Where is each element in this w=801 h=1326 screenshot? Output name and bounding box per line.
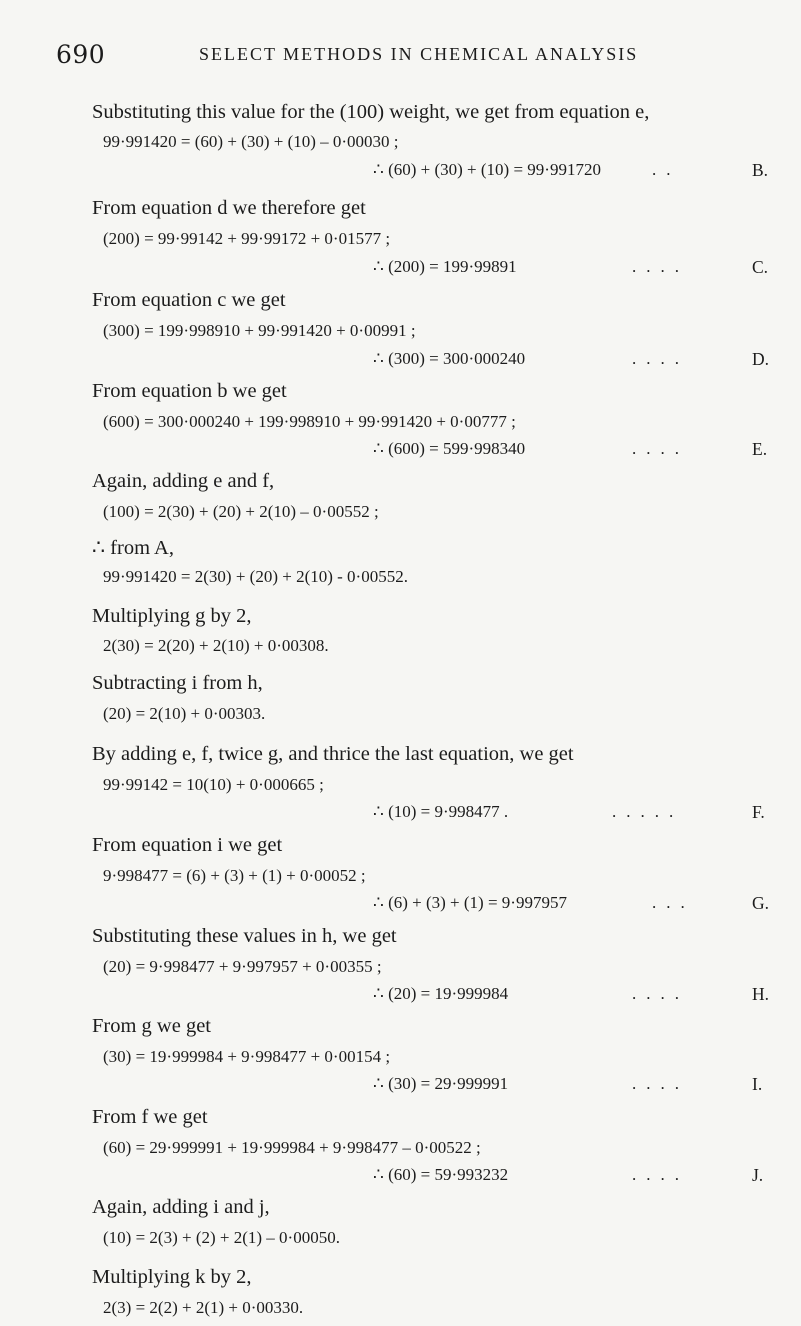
leader-dots: ..... [612,802,684,821]
leader-dots: .. [652,160,681,179]
page-header [0,40,801,80]
equation-line: 2(3) = 2(2) + 2(1) + 0·00330. [103,1298,304,1317]
equation-line: (60) = 29·999991 + 19·999984 + 9·998477 – 0·00522 ; [103,1138,481,1157]
equation-tag: B. [752,160,769,180]
leader-dots: .... [632,349,689,368]
text-line: From equation d we therefore get [92,197,366,219]
leader-dots: .... [632,984,689,1003]
text-line: By adding e, f, twice g, and thrice the last equation, we get [92,743,574,765]
equation-line: (100) = 2(30) + (20) + 2(10) – 0·00552 ; [103,502,379,521]
text-line: From equation b we get [92,380,287,402]
equation-line: (30) = 19·999984 + 9·998477 + 0·00154 ; [103,1047,391,1066]
text-line: Substituting these values in h, we get [92,925,397,947]
leader-dots: .... [632,1074,689,1093]
equation-line: (20) = 2(10) + 0·00303. [103,704,266,723]
text-line: Substituting this value for the (100) weight, we get from equation e, [92,101,650,123]
text-line: Subtracting i from h, [92,672,263,694]
equation-line: (600) = 300·000240 + 199·998910 + 99·991420 + 0·00777 ; [103,412,516,431]
leader-dots: .... [632,439,689,458]
equation-line: 99·991420 = 2(30) + (20) + 2(10) - 0·00552. [103,567,408,586]
leader-dots: .... [632,257,689,276]
equation-line: ∴ (200) = 199·99891 [373,257,517,276]
leader-dots: .... [632,1165,689,1184]
text-line: Again, adding e and f, [92,470,275,492]
leader-dots: ... [652,893,695,912]
equation-line: ∴ (30) = 29·999991 [373,1074,509,1093]
text-line: From equation c we get [92,289,286,311]
text-line: From g we get [92,1015,211,1037]
equation-line: ∴ (300) = 300·000240 [373,349,526,368]
text-line: From equation i we get [92,834,283,856]
text-line: Again, adding i and j, [92,1196,270,1218]
text-line: Multiplying k by 2, [92,1266,252,1288]
text-line: From f we get [92,1106,208,1128]
equation-line: 9·998477 = (6) + (3) + (1) + 0·00052 ; [103,866,366,885]
equation-tag: I. [752,1074,763,1094]
equation-line: (200) = 99·99142 + 99·99172 + 0·01577 ; [103,229,391,248]
equation-line: 2(30) = 2(20) + 2(10) + 0·00308. [103,636,329,655]
text-line: ∴ from A, [92,537,174,559]
running-head: SELECT METHODS IN CHEMICAL ANALYSIS [199,44,639,64]
equation-line: ∴ (600) = 599·998340 [373,439,526,458]
equation-tag: G. [752,893,770,913]
equation-line: (300) = 199·998910 + 99·991420 + 0·00991 ; [103,321,416,340]
equation-tag: J. [752,1165,764,1185]
equation-line: (20) = 9·998477 + 9·997957 + 0·00355 ; [103,957,382,976]
equation-tag: D. [752,349,770,369]
equation-line: ∴ (10) = 9·998477 . [373,802,509,821]
equation-line: (10) = 2(3) + (2) + 2(1) – 0·00050. [103,1228,340,1247]
equation-line: ∴ (6) + (3) + (1) = 9·997957 [373,893,567,912]
equation-line: ∴ (20) = 19·999984 [373,984,509,1003]
equation-tag: H. [752,984,770,1004]
equation-tag: C. [752,257,769,277]
page-number: 690 [56,40,106,69]
equation-tag: E. [752,439,768,459]
equation-line: ∴ (60) + (30) + (10) = 99·991720 [373,160,601,179]
text-line: Multiplying g by 2, [92,605,252,627]
equation-line: ∴ (60) = 59·993232 [373,1165,509,1184]
equation-line: 99·991420 = (60) + (30) + (10) – 0·00030 ; [103,132,399,151]
equation-tag: F. [752,802,765,822]
equation-line: 99·99142 = 10(10) + 0·000665 ; [103,775,324,794]
